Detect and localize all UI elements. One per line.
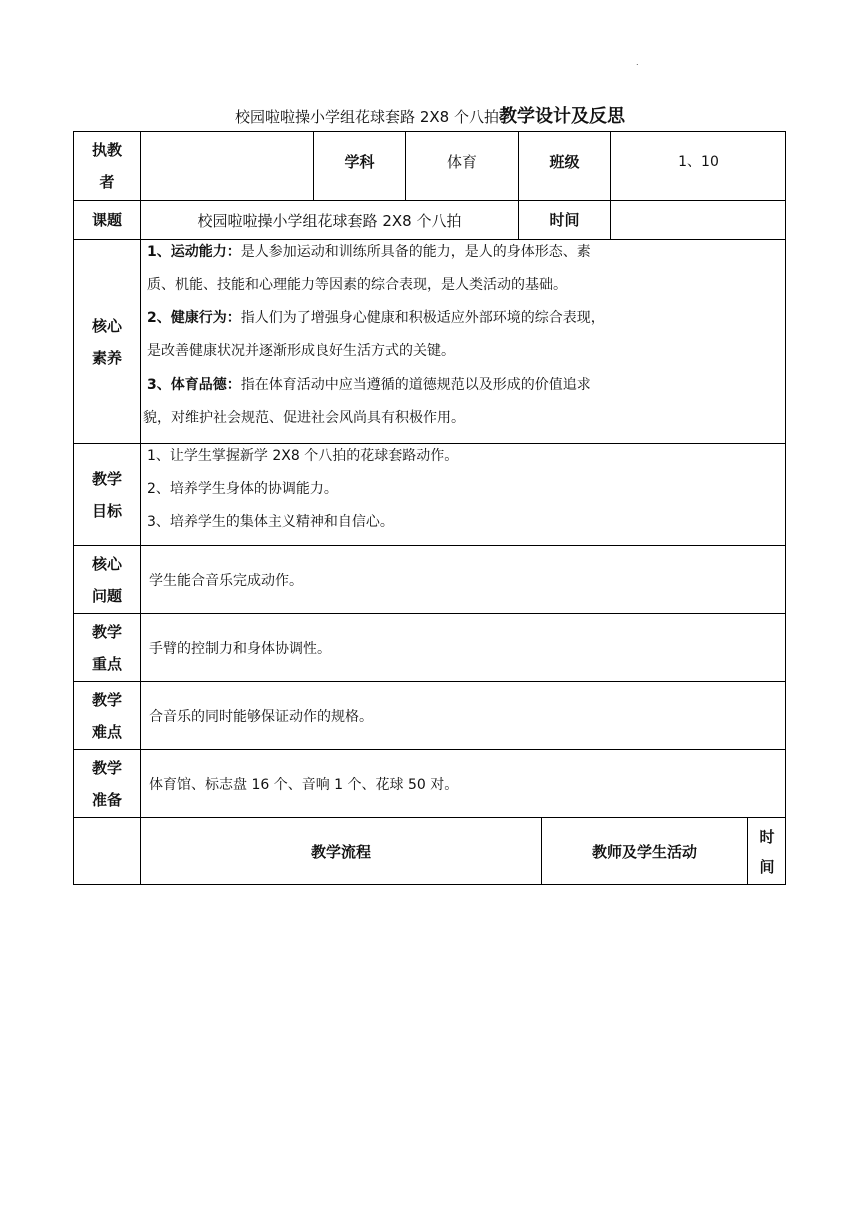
core-literacy-item xyxy=(143,369,591,435)
core-literacy-item xyxy=(147,302,605,368)
key-points-content-cell xyxy=(140,613,786,681)
goals-label-cell xyxy=(73,443,140,545)
title-plain: 校园啦啦操小学组花球套路 2X8 个八拍 xyxy=(235,108,499,126)
core-literacy-item-text: 指在体育活动中应当遵循的道德规范以及形成的价值追求 xyxy=(240,377,591,393)
goal-item: 2、培养学生身体的协调能力。 xyxy=(147,481,338,497)
preparation-label-cell xyxy=(73,749,140,817)
core-problem-value: 学生能合音乐完成动作。 xyxy=(149,572,303,589)
process-blank-cell xyxy=(73,817,140,885)
core-literacy-item-heading: 2、健康行为： xyxy=(147,310,241,326)
class-label: 班级 xyxy=(549,153,580,171)
difficulties-label: 教学难点 xyxy=(91,690,122,741)
subject-label: 学科 xyxy=(344,153,375,171)
core-literacy-item xyxy=(147,236,591,302)
subject-value: 体育 xyxy=(446,153,477,171)
core-problem-content-cell xyxy=(140,545,786,613)
preparation-label: 教学准备 xyxy=(91,758,122,809)
topic-label: 课题 xyxy=(91,211,122,229)
time-label: 时间 xyxy=(549,211,580,229)
goals-content-cell xyxy=(140,443,786,545)
core-problem-label: 核心问题 xyxy=(91,554,122,605)
key-points-label-cell xyxy=(73,613,140,681)
topic-label-cell xyxy=(73,200,140,239)
time-label-cell xyxy=(518,200,610,239)
core-literacy-label: 核心素养 xyxy=(91,316,122,367)
difficulties-label-cell xyxy=(73,681,140,749)
core-literacy-item-heading: 3、体育品德： xyxy=(147,377,241,393)
class-value: 1、10 xyxy=(678,154,719,170)
core-literacy-item-text: 是人参加运动和训练所具备的能力，是人的身体形态、素 xyxy=(240,244,591,260)
class-label-cell xyxy=(518,131,610,200)
teacher-label: 执教者 xyxy=(91,141,122,191)
core-literacy-item-text: 指人们为了增强身心健康和积极适应外部环境的综合表现， xyxy=(240,310,605,326)
difficulties-value: 合音乐的同时能够保证动作的规格。 xyxy=(149,708,373,725)
page-title xyxy=(0,103,860,131)
core-literacy-label-cell xyxy=(73,239,140,443)
core-literacy-item-text-cont: 是改善健康状况并逐渐形成良好生活方式的关键。 xyxy=(147,343,455,359)
preparation-value: 体育馆、标志盘 16 个、音响 1 个、花球 50 对。 xyxy=(149,776,459,793)
activities-header-cell xyxy=(541,817,747,885)
goal-item: 1、让学生掌握新学 2X8 个八拍的花球套路动作。 xyxy=(147,448,459,464)
key-points-value: 手臂的控制力和身体协调性。 xyxy=(149,640,331,657)
teacher-value-cell xyxy=(140,131,313,200)
subject-label-cell xyxy=(313,131,405,200)
class-value-cell xyxy=(610,131,786,200)
core-literacy-item-text-cont: 貌，对维护社会规范、促进社会风尚具有积极作用。 xyxy=(143,410,465,426)
corner-mark: . xyxy=(636,58,639,67)
time-value-cell xyxy=(610,200,786,239)
topic-value: 校园啦啦操小学组花球套路 2X8 个八拍 xyxy=(197,211,462,230)
title-bold: 教学设计及反思 xyxy=(498,106,625,127)
difficulties-content-cell xyxy=(140,681,786,749)
core-literacy-item-heading: 1、运动能力： xyxy=(147,244,241,260)
preparation-content-cell xyxy=(140,749,786,817)
core-literacy-content-cell xyxy=(140,239,786,443)
goal-item: 3、培养学生的集体主义精神和自信心。 xyxy=(147,514,394,530)
activities-header: 教师及学生活动 xyxy=(591,842,697,861)
topic-value-cell xyxy=(140,200,518,239)
teacher-label-cell xyxy=(73,131,140,200)
goals-label: 教学目标 xyxy=(91,469,122,520)
goals-list xyxy=(147,440,458,539)
core-literacy-item-text-cont: 质、机能、技能和心理能力等因素的综合表现，是人类活动的基础。 xyxy=(147,277,567,293)
subject-value-cell xyxy=(405,131,518,200)
process-time-header: 时间 xyxy=(759,827,775,876)
process-time-header-cell xyxy=(747,817,786,885)
process-header-cell xyxy=(140,817,541,885)
key-points-label: 教学重点 xyxy=(91,622,122,673)
core-problem-label-cell xyxy=(73,545,140,613)
process-header: 教学流程 xyxy=(310,842,371,861)
